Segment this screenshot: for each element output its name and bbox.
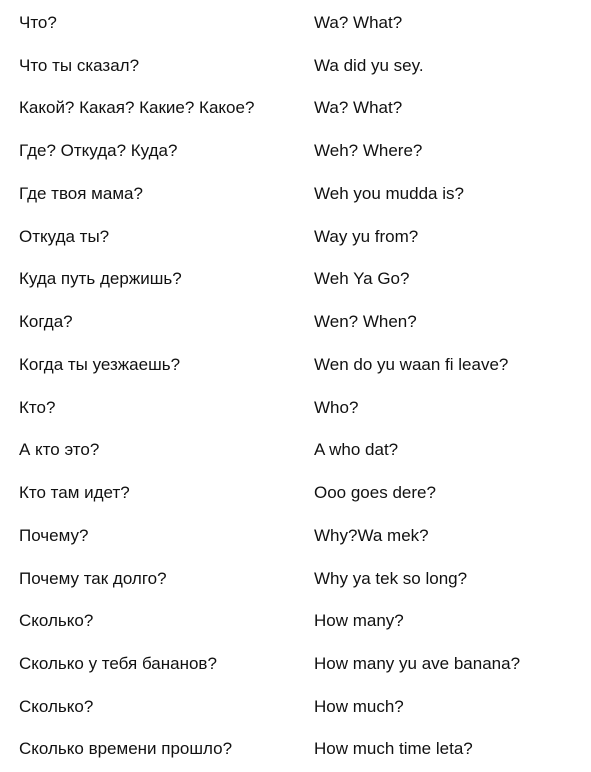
patois-phrase: Way yu from? [314, 227, 419, 246]
phrase-row [0, 398, 591, 428]
phrase-row [0, 269, 591, 299]
patois-phrase: How many? [314, 611, 404, 630]
phrase-row [0, 355, 591, 385]
phrase-row [0, 526, 591, 556]
patois-phrase: Wen do yu waan fi leave? [314, 355, 509, 374]
russian-phrase: Где? Откуда? Куда? [19, 141, 178, 160]
russian-phrase: Что? [19, 13, 57, 32]
patois-phrase: Weh Ya Go? [314, 269, 410, 288]
patois-phrase: Weh? Where? [314, 141, 423, 160]
patois-phrase: How much time leta? [314, 739, 473, 758]
phrase-row [0, 440, 591, 470]
patois-phrase: Wa did yu sey. [314, 56, 424, 75]
russian-phrase: Что ты сказал? [19, 56, 140, 75]
russian-phrase: Кто? [19, 398, 56, 417]
patois-phrase: Wen? When? [314, 312, 417, 331]
russian-phrase: Сколько у тебя бананов? [19, 654, 217, 673]
patois-phrase: Who? [314, 398, 359, 417]
russian-phrase: Почему так долго? [19, 569, 167, 588]
phrase-row [0, 184, 591, 214]
russian-phrase: Сколько? [19, 697, 94, 716]
phrase-row [0, 611, 591, 641]
phrase-row [0, 227, 591, 257]
phrase-row [0, 312, 591, 342]
patois-phrase: How much? [314, 697, 404, 716]
patois-phrase: Why?Wa mek? [314, 526, 429, 545]
phrase-row [0, 697, 591, 727]
russian-phrase: Когда ты уезжаешь? [19, 355, 181, 374]
phrase-row [0, 739, 591, 769]
patois-phrase: How many yu ave banana? [314, 654, 521, 673]
russian-phrase: Когда? [19, 312, 73, 331]
patois-phrase: Wa? What? [314, 13, 403, 32]
phrase-row [0, 13, 591, 43]
russian-phrase: Куда путь держишь? [19, 269, 182, 288]
phrase-row [0, 98, 591, 128]
russian-phrase: А кто это? [19, 440, 100, 459]
russian-phrase: Какой? Какая? Какие? Какое? [19, 98, 255, 117]
russian-phrase: Кто там идет? [19, 483, 130, 502]
patois-phrase: Wa? What? [314, 98, 403, 117]
phrase-row [0, 569, 591, 599]
patois-phrase: Ooo goes dere? [314, 483, 436, 502]
phrase-row [0, 141, 591, 171]
russian-phrase: Откуда ты? [19, 227, 110, 246]
patois-phrase: Weh you mudda is? [314, 184, 464, 203]
phrase-row [0, 483, 591, 513]
patois-phrase: Why ya tek so long? [314, 569, 468, 588]
russian-phrase: Сколько? [19, 611, 94, 630]
russian-phrase: Сколько времени прошло? [19, 739, 233, 758]
patois-phrase: A who dat? [314, 440, 399, 459]
phrase-row [0, 56, 591, 86]
russian-phrase: Почему? [19, 526, 89, 545]
russian-phrase: Где твоя мама? [19, 184, 143, 203]
phrase-row [0, 654, 591, 684]
